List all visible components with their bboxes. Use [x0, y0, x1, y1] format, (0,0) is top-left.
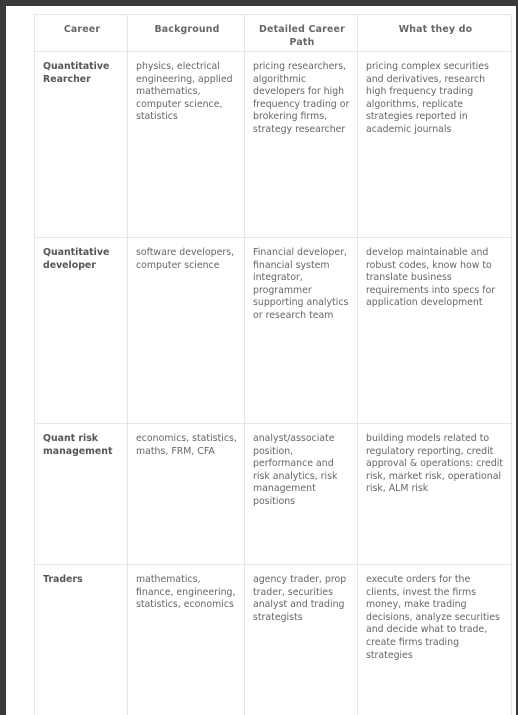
table-row: [35, 52, 512, 238]
cell-career: Quantitative developer: [35, 238, 128, 424]
cell-what-they-do: building models related to regulatory reporting, credit approval & operations: credit risk, market risk, operational risk, ALM risk: [358, 424, 512, 565]
cell-career-path: pricing researchers, algorithmic developers for high frequency trading or brokering firms, strategy researcher: [245, 52, 358, 238]
career-table: [34, 14, 512, 715]
header-career: Career: [35, 15, 128, 52]
header-detailed-career-path: Detailed Career Path: [245, 15, 358, 52]
header-what-they-do: What they do: [358, 15, 512, 52]
document-page: [6, 6, 516, 715]
cell-career: Traders: [35, 565, 128, 715]
cell-background: economics, statistics, maths, FRM, CFA: [128, 424, 245, 565]
cell-career: Quantitative Rearcher: [35, 52, 128, 238]
header-background: Background: [128, 15, 245, 52]
cell-what-they-do: execute orders for the clients, invest the firms money, make trading decisions, analyze securities and decide what to trade, create firms trading strategies: [358, 565, 512, 715]
table-header-row: [35, 15, 512, 52]
table-row: [35, 238, 512, 424]
cell-background: software developers, computer science: [128, 238, 245, 424]
table-row: [35, 424, 512, 565]
cell-career: Quant risk management: [35, 424, 128, 565]
cell-background: mathematics, finance, engineering, statistics, economics: [128, 565, 245, 715]
cell-what-they-do: develop maintainable and robust codes, know how to translate business requirements into specs for application development: [358, 238, 512, 424]
cell-background: physics, electrical engineering, applied mathematics, computer science, statistics: [128, 52, 245, 238]
cell-career-path: Financial developer, financial system integrator, programmer supporting analytics or research team: [245, 238, 358, 424]
cell-career-path: analyst/associate position, performance and risk analytics, risk management positions: [245, 424, 358, 565]
table-row: [35, 565, 512, 715]
cell-career-path: agency trader, prop trader, securities analyst and trading strategists: [245, 565, 358, 715]
cell-what-they-do: pricing complex securities and derivatives, research high frequency trading algorithms, replicate strategies reported in academic journals: [358, 52, 512, 238]
